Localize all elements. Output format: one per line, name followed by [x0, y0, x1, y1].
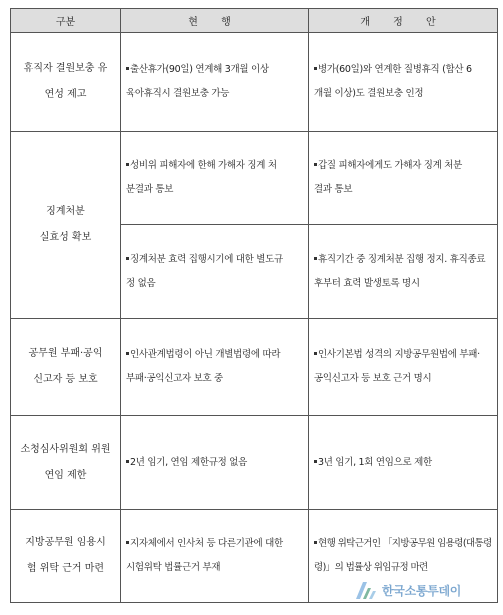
bullet-icon [314, 541, 317, 544]
table-row [11, 33, 498, 132]
table-row [11, 132, 498, 225]
header-row [11, 9, 498, 33]
proposed-cell: 휴직기간 중 징계처분 집행 정지. 휴직종료 후부터 효력 발생토록 명시 [309, 225, 498, 319]
proposed-cell: 3년 임기, 1회 연임으로 제한 [309, 416, 498, 510]
current-cell: 징계처분 효력 집행시기에 대한 별도규 정 없음 [121, 225, 309, 319]
current-cell: 2년 임기, 연임 제한규정 없음 [121, 416, 309, 510]
bullet-icon [126, 163, 129, 166]
current-cell: 지자체에서 인사처 등 다른기관에 대한 시험위탁 법률근거 부재 [121, 510, 309, 603]
bullet-icon [126, 541, 129, 544]
header-category: 구분 [11, 9, 121, 33]
table-row [11, 416, 498, 510]
bullet-icon [314, 257, 317, 260]
row-category: 지방공무원 임용시 험 위탁 근거 마련 [11, 510, 121, 603]
bullet-icon [314, 352, 317, 355]
proposed-cell: 병가(60일)와 연계한 질병휴직 (합산 6 개월 이상)도 결원보충 인정 [309, 33, 498, 132]
bullet-icon [314, 67, 317, 70]
row-category: 징계처분 실효성 확보 [11, 132, 121, 319]
bullet-icon [314, 163, 317, 166]
row-category: 소청심사위원회 위원 연임 제한 [11, 416, 121, 510]
bullet-icon [126, 352, 129, 355]
brand-logo-icon [354, 580, 378, 600]
proposed-cell: 갑질 피해자에게도 가해자 징계 처분 결과 통보 [309, 132, 498, 225]
current-cell: 출산휴가(90일) 연계해 3개월 이상 육아휴직시 결원보충 가능 [121, 33, 309, 132]
watermark [354, 578, 461, 602]
header-proposed: 개 정 안 [309, 9, 498, 33]
watermark-text: 한국소통투데이 [382, 583, 462, 598]
bullet-icon [314, 460, 317, 463]
row-category: 공무원 부패·공익 신고자 등 보호 [11, 319, 121, 416]
comparison-table [10, 8, 498, 603]
bullet-icon [126, 257, 129, 260]
header-current: 현 행 [121, 9, 309, 33]
row-category: 휴직자 결원보충 유 연성 제고 [11, 33, 121, 132]
bullet-icon [126, 460, 129, 463]
bullet-icon [126, 67, 129, 70]
current-cell: 성비위 피해자에 한해 가해자 징계 처 분결과 통보 [121, 132, 309, 225]
proposed-cell: 현행 위탁근거인 「지방공무원 임용령(대통령 령)」의 법률상 위임규정 마련 [309, 510, 498, 603]
proposed-cell: 인사기본법 성격의 지방공무원법에 부패· 공익신고자 등 보호 근거 명시 [309, 319, 498, 416]
table-row [11, 319, 498, 416]
current-cell: 인사관계법령이 아닌 개별법령에 따라 부패·공익신고자 보호 중 [121, 319, 309, 416]
